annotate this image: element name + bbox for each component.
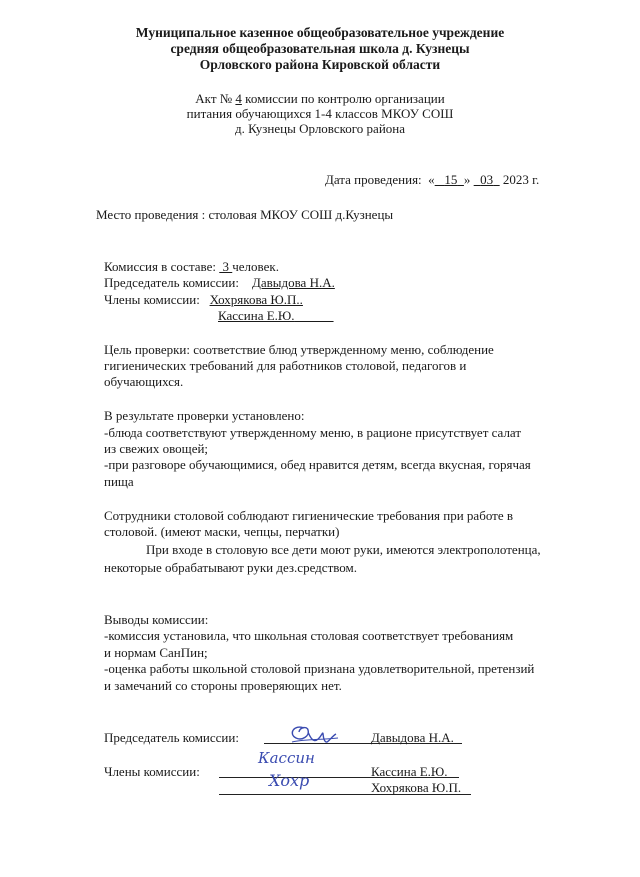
commission-size-value [219,259,232,274]
date-label: Дата проведения: [325,172,422,187]
commission-members-label: Члены комиссии: [104,292,200,307]
org-name-line-3: Орловского района Кировской области [199,57,441,72]
signature-member-2-name: Хохрякова Ю.П. [371,780,462,795]
org-name-line-2: средняя общеобразовательная школа д. Кузнецы [170,41,470,56]
inspection-date [325,172,539,187]
member-1-signature: Кассин [258,749,315,767]
goal-line-2: гигиенических требований для работников столовой, педагогов и [104,358,467,373]
commission-member-2 [218,308,334,323]
act-title-text: комиссии по контролю организации [241,91,445,106]
act-title-line-2: питания обучающихся 1-4 классов МКОУ СОШ [186,106,454,121]
result-line-1: В результате проверки установлено: [104,408,305,423]
commission-size-number: 3 [222,259,229,274]
result-line-3: из свежих овощей; [104,441,209,456]
staff-line-4: некоторые обрабатывают руки дез.средством. [104,560,358,575]
date-open-quote: « [428,172,435,187]
date-day [435,172,464,187]
commission-members [104,292,303,307]
act-number-prefix: Акт № [195,91,236,106]
conclusions-line-1: -комиссия установила, что школьная столовая соответствует требованиям [104,628,514,643]
signature-members-label: Члены комиссии: [104,764,200,779]
commission-size [104,259,279,274]
signature-chair-label: Председатель комиссии: [104,730,239,745]
conclusions-title: Выводы комиссии: [104,612,209,627]
conclusions-line-4: и замечаний со стороны проверяющих нет. [104,678,342,693]
signature-chair-name: Давыдова Н.А. [371,730,454,745]
goal-line-1: Цель проверки: соответствие блюд утвержденному меню, соблюдение [104,342,494,357]
commission-chair-name: Давыдова Н.А. [251,275,335,290]
inspection-place: Место проведения : столовая МКОУ СОШ д.Кузнецы [96,207,394,222]
commission-member-1: Хохрякова Ю.П.. [209,292,303,307]
commission-size-label: Комиссия в составе: [104,259,216,274]
chair-signature [282,718,342,750]
conclusions-line-2: и нормам СанПин; [104,645,208,660]
staff-line-3: При входе в столовую все дети моют руки, имеются электрополотенца, [146,542,541,557]
commission-member-2-row [218,308,334,323]
result-line-4: -при разговоре обучающимися, обед нравится детям, всегда вкусная, горячая [104,457,531,472]
org-name-line-1: Муниципальное казенное общеобразовательное учреждение [135,25,505,40]
commission-member-2-name: Кассина Е.Ю. [218,308,295,323]
result-line-2: -блюда соответствуют утвержденному меню, в рационе присутствует салат [104,425,522,440]
member-2-signature: Хохр [269,771,310,790]
commission-chair-label: Председатель комиссии: [104,275,239,290]
result-line-5: пища [104,474,134,489]
date-day-value: 15 [444,172,458,187]
staff-line-1: Сотрудники столовой соблюдают гигиенические требования при работе в [104,508,513,523]
date-close-quote: » [463,172,471,187]
date-month-value: 03 [480,172,494,187]
conclusions-line-3: -оценка работы школьной столовой признана удовлетворительной, претензий [104,661,535,676]
act-title-line-1 [0,91,640,106]
commission-chair [104,275,335,290]
date-month [474,172,500,187]
act-title-line-3: д. Кузнецы Орловского района [234,121,405,136]
date-year: 2023 г. [502,172,540,187]
staff-line-2: столовой. (имеют маски, чепцы, перчатки) [104,524,340,539]
signature-member-1-name: Кассина Е.Ю. [371,764,448,779]
act-number: 4 [235,91,242,106]
goal-line-3: обучающихся. [104,374,184,389]
commission-size-unit: человек. [232,259,279,274]
